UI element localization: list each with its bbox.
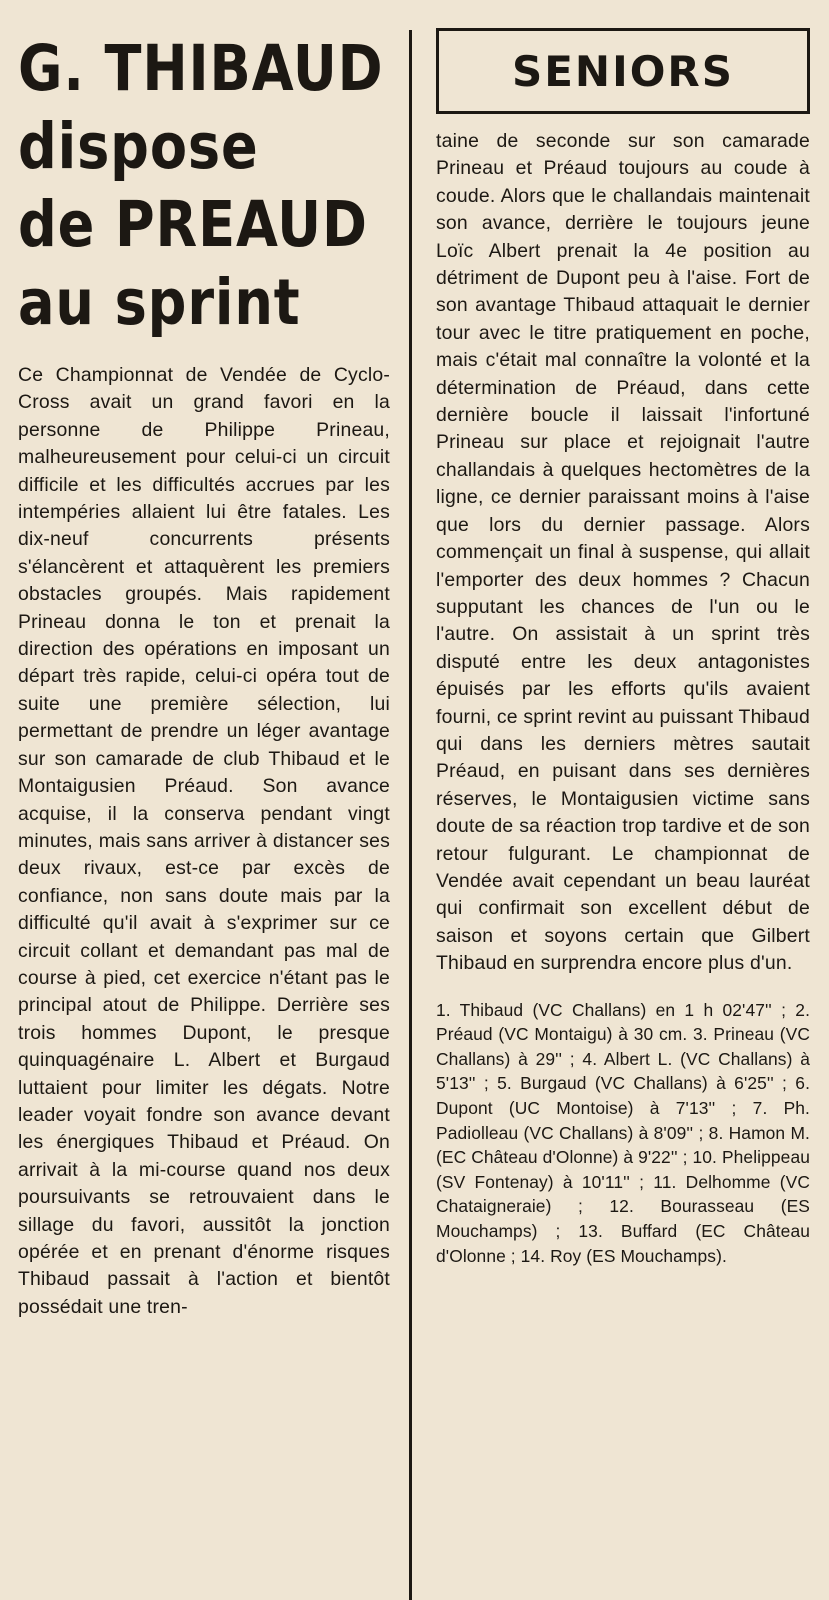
headline	[18, 30, 384, 342]
headline-line-1: G. THIBAUD	[18, 32, 384, 105]
article-body-part-2: taine de seconde sur son camarade Prineau et Préaud toujours au coude à coude. Alors que le challandais maintenait son avance, derrière le toujours jeune Loïc Albert prenait la 4e position au détriment de Dupont peu à l'aise. Fort de son avantage Thibaud attaquait le dernier tour avec le titre pratiquement en poche, mais c'était mal connaître la volonté et la détermination de Préaud, dans cette dernière boucle il laissait l'infortuné Prineau sur place et rejoignait l'autre challandais à quelques hectomètres de la ligne, ce dernier paraissant moins à l'aise que lors du dernier passage. Alors commençait un final à suspense, qui allait l'emporter des deux hommes ? Chacun supputant les chances de l'un ou le l'autre. On assistait à un sprint très disputé entre les deux antagonistes épuisés par les efforts qu'ils avaient fourni, ce sprint revint au puissant Thibaud qui dans les derniers mètres sautait Préaud, en puisant dans ses dernières réserves, le Montaigusien victime sans doute de sa réaction trop tardive et de son retour fulgurant. Le championnat de Vendée avait cependant un beau lauréat qui confirmait son excellent début de saison et soyons certain que Gilbert Thibaud en surprendra encore plus d'un.	[436, 130, 810, 975]
column-divider	[409, 30, 412, 1600]
race-results: 1. Thibaud (VC Challans) en 1 h 02'47'' ; 2. Préaud (VC Montaigu) à 30 cm. 3. Prineau (VC Challans) à 29'' ; 4. Albert L. (VC Challans) à 5'13'' ; 5. Burgaud (VC Challans) à 6'25'' ; 6. Dupont (UC Montoise) à 7'13'' ; 7. Ph. Padiolleau (VC Challans) à 8'09'' ; 8. Hamon M. (EC Château d'Olonne) à 9'22'' ; 10. Phelippeau (SV Fontenay) à 10'11'' ; 11. Delhomme (VC Chataigneraie) ; 12. Bourasseau (ES Mouchamps) ; 13. Buffard (EC Château d'Olonne ; 14. Roy (ES Mouchamps).	[436, 999, 810, 1266]
section-header-box	[436, 28, 810, 114]
headline-line-3: de PREAUD	[18, 188, 368, 261]
headline-line-2: dispose	[18, 110, 259, 183]
headline-line-4: au sprint	[18, 266, 301, 339]
left-column	[18, 30, 390, 1321]
article-body-part-1: Ce Championnat de Vendée de Cyclo-Cross avait un grand favori en la personne de Philippe Prineau, malheureusement pour celui-ci un circuit difficile et les difficultés accrues par les intempéries allaient lui être fatales. Les dix-neuf concurrents présents s'élancèrent et attaquèrent les premiers obstacles groupés. Mais rapidement Prineau donna le ton et prenait la direction des opérations en imposant un départ très rapide, celui-ci opéra tout de suite une première sélection, lui permettant de prendre un léger avantage sur son camarade de club Thibaud et le Montaigusien Préaud. Son avance acquise, il la conserva pendant vingt minutes, mais sans arriver à distancer ses deux rivaux, est-ce par excès de confiance, non sans doute mais par la difficulté qu'il avait à s'exprimer sur ce circuit collant et demandant pas mal de course à pied, cet exercice n'étant pas le principal atout de Philippe. Derrière ses trois hommes Dupont, le presque quinquagénaire L. Albert et Burgaud luttaient pour limiter les dégats. Notre leader voyait fondre son avance devant les énergiques Thibaud et Préaud. On arrivait à la mi-course quand nos deux poursuivants se retrouvaient dans le sillage du favori, aussitôt la jonction opérée et en prenant d'énorme risques Thibaud passait à l'action et bientôt possédait une tren-	[18, 364, 390, 1318]
section-label: SENIORS	[511, 46, 734, 96]
right-column	[436, 30, 810, 1268]
